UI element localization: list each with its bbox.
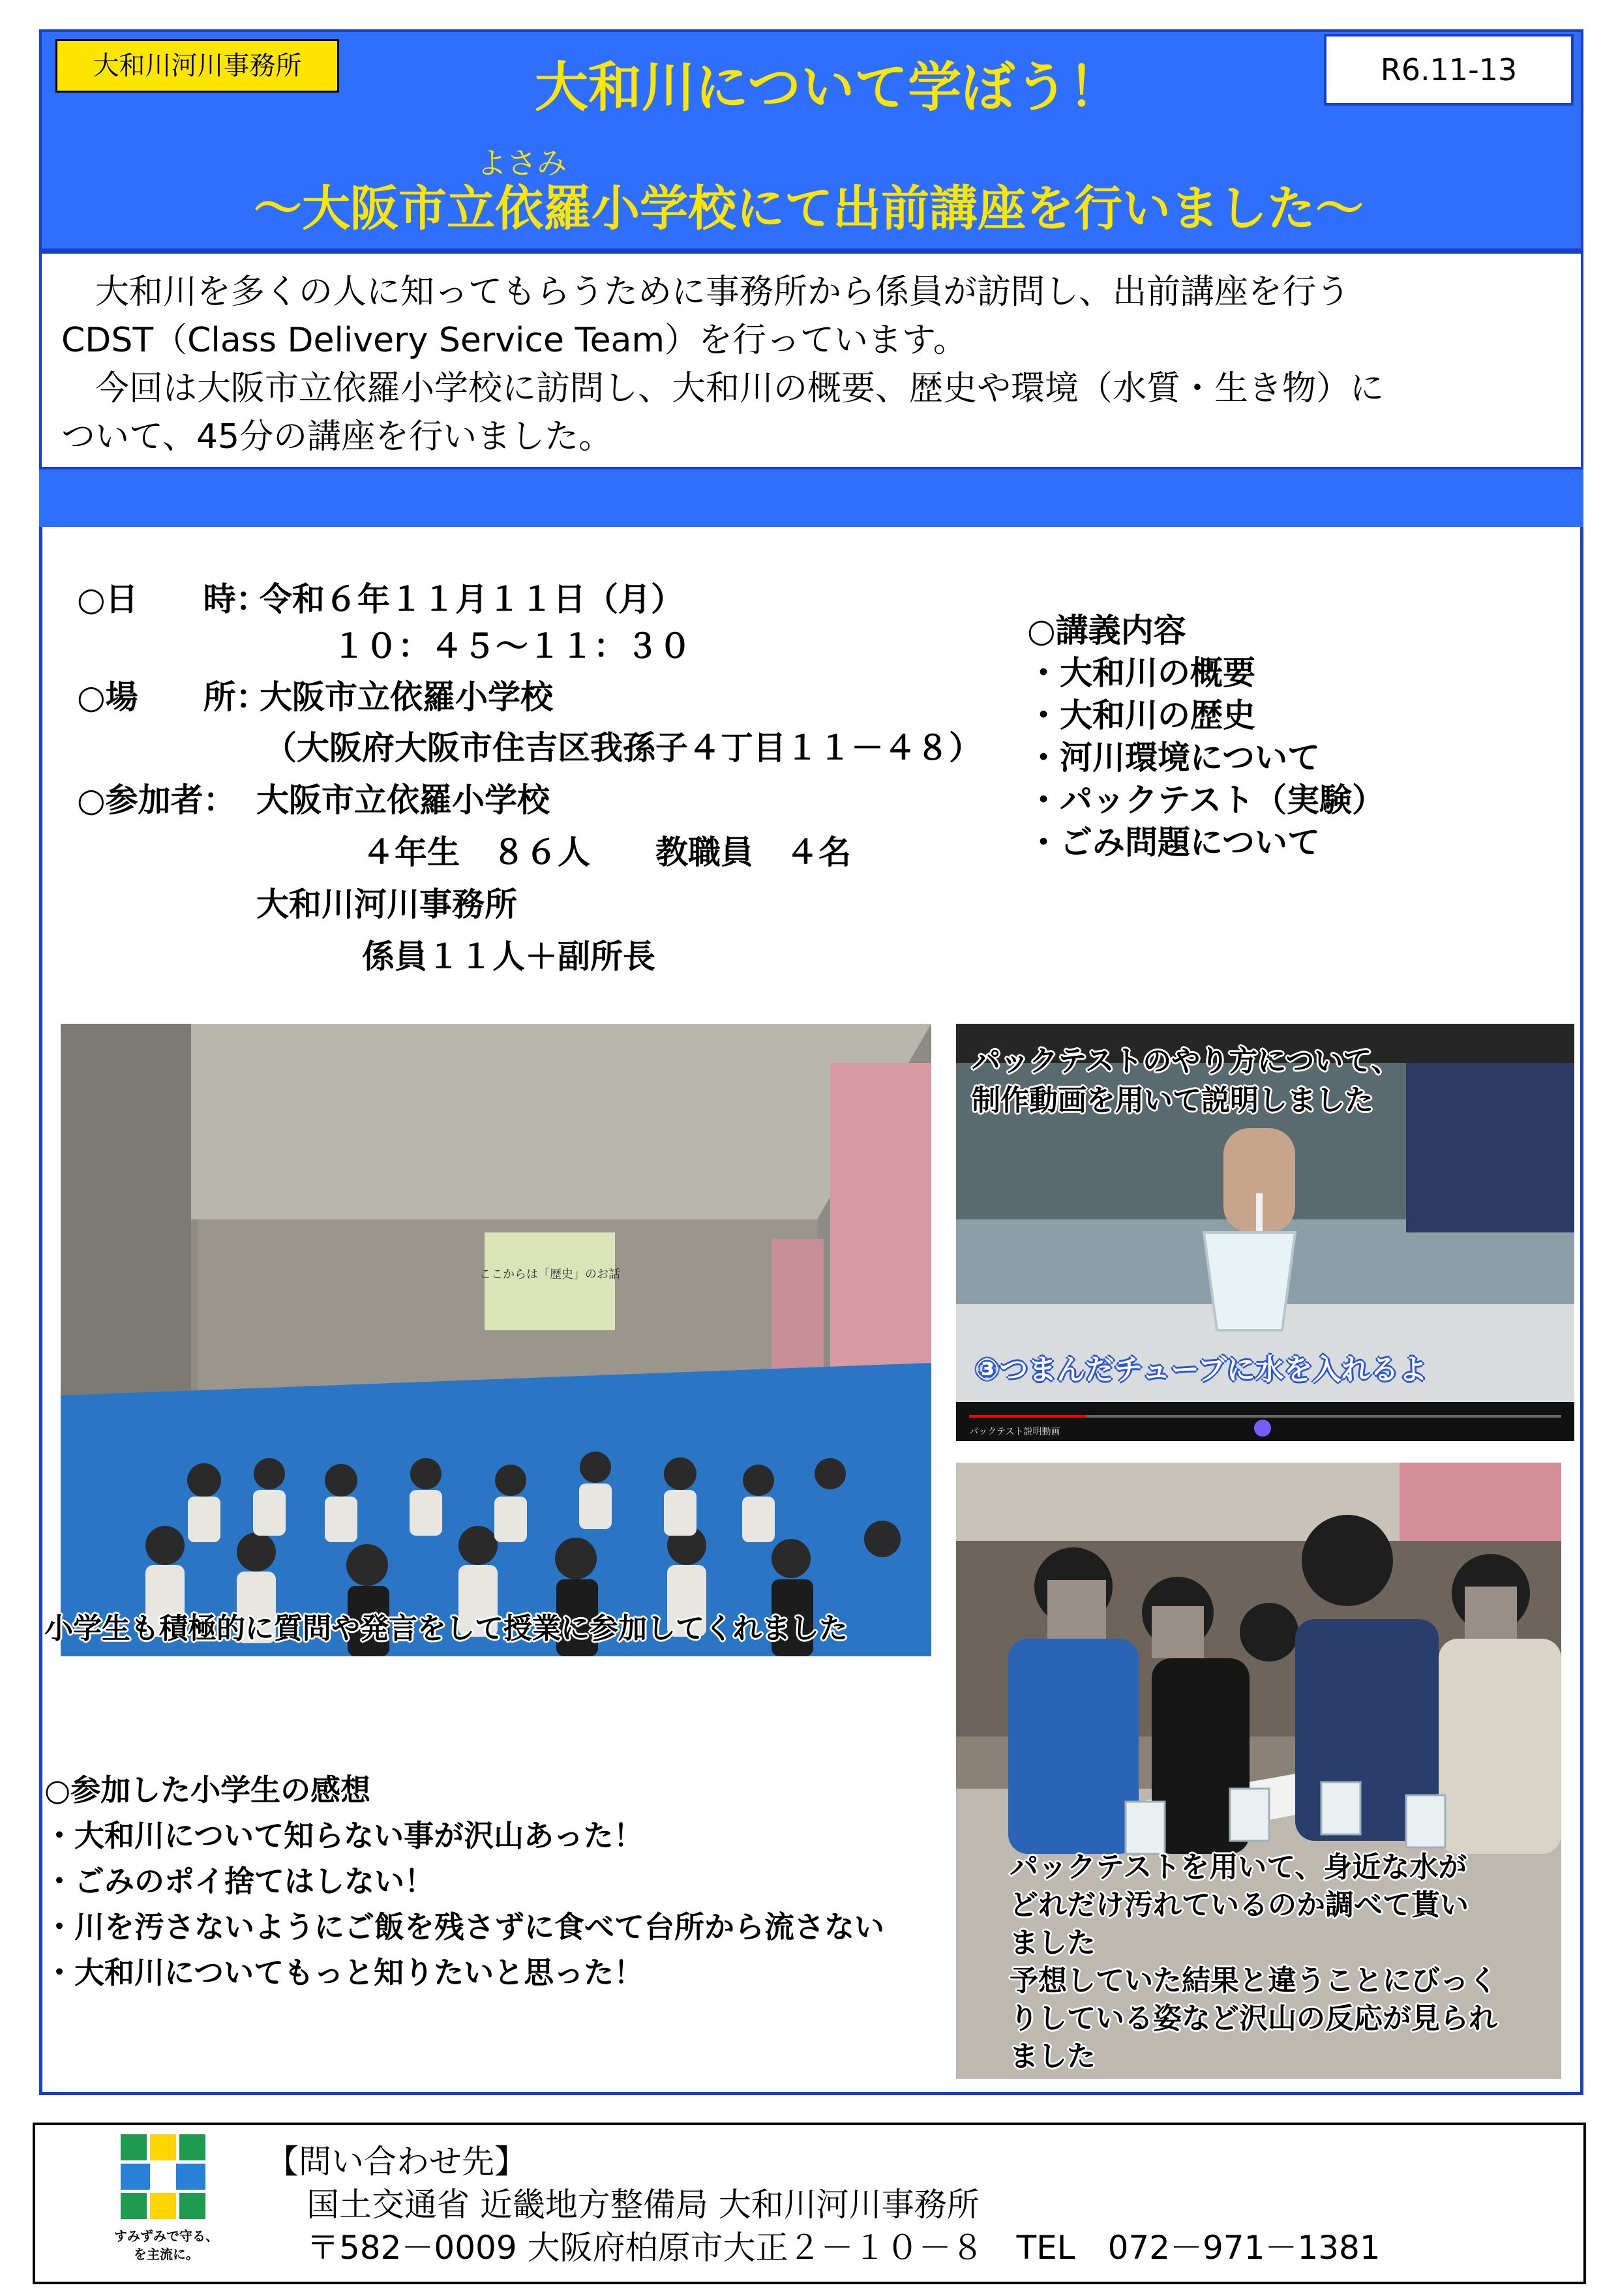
title-ruby: よさみ: [477, 145, 567, 181]
participants-staff: 係員１１人＋副所長: [362, 938, 655, 976]
lecture-item: ・ごみ問題について: [1027, 824, 1320, 861]
place-address: （大阪府大阪市住吉区我孫子４丁目１１－４８）: [264, 729, 981, 767]
page-subtitle: ～大阪市立依羅小学校にて出前講座を行いました～: [254, 181, 1364, 237]
intro-line-1: 大和川を多くの人に知ってもらうために事務所から係員が訪問し、出前講座を行う: [95, 273, 1351, 312]
contact-title: 【問い合わせ先】: [266, 2143, 527, 2181]
place-value: 大阪市立依羅小学校: [260, 678, 553, 716]
video-subtitle: ③つまんだチューブに水を入れるよ: [975, 1353, 1428, 1386]
screen-text: ここからは「歴史」のお話: [479, 1268, 620, 1281]
contact-organization: 国土交通省 近畿地方整備局 大和川河川事務所: [307, 2186, 980, 2224]
experiment-caption-line-2: どれだけ汚れているのか調べて貰い: [1010, 1888, 1469, 1922]
time-value: １０：４５～１１：３０: [333, 627, 691, 665]
video-caption-line-2: 制作動画を用いて説明しました: [972, 1084, 1373, 1117]
participants-students: ４年生 ８６人 教職員 ４名: [362, 833, 851, 871]
experiment-caption-line-3: ました: [1010, 1926, 1096, 1960]
place-label: ○場 所：: [77, 678, 269, 716]
page-title: 大和川について学ぼう！: [534, 57, 1122, 119]
experiment-caption-line-6: ました: [1010, 2040, 1096, 2073]
classroom-photo: [61, 1024, 931, 1656]
classroom-illustration: [61, 1024, 931, 1656]
lecture-item: ・パックテスト（実験）: [1027, 781, 1385, 819]
lecture-title: ○講義内容: [1027, 612, 1186, 649]
impression-item: ・ごみのポイ捨てはしない！: [44, 1864, 434, 1899]
logo-text-2: を主流に。: [134, 2246, 199, 2262]
date-value: 令和６年１１月１１日（月）: [260, 580, 683, 618]
experiment-caption-line-5: りしている姿など沢山の反応が見られ: [1010, 2002, 1497, 2035]
classroom-caption: 小学生も積極的に質問や発言をして授業に参加してくれました: [44, 1612, 848, 1645]
lecture-item: ・河川環境について: [1027, 739, 1320, 777]
participants-school: 大阪市立依羅小学校: [256, 781, 550, 819]
logo-icon: [121, 2134, 205, 2226]
impression-item: ・大和川について知らない事が沢山あった！: [44, 1818, 644, 1853]
lecture-item: ・大和川の歴史: [1027, 696, 1255, 734]
impression-item: ・大和川についてもっと知りたいと思った！: [44, 1955, 644, 1990]
video-player-title: パックテスト説明動画: [969, 1427, 1060, 1437]
participants-label: ○参加者：: [77, 781, 236, 819]
participants-office: 大和川河川事務所: [256, 886, 517, 923]
issue-date: R6.11-13: [1324, 34, 1574, 106]
logo-text-1: すみずみで守る、: [114, 2228, 218, 2244]
impressions-title: ○参加した小学生の感想: [44, 1772, 371, 1808]
intro-line-4: ついて、45分の講座を行いました。: [61, 417, 613, 456]
experiment-caption-line-1: パックテストを用いて、身近な水が: [1010, 1851, 1467, 1884]
impression-item: ・川を汚さないようにご飯を残さずに食べて台所から流さない: [44, 1909, 884, 1945]
video-caption-line-1: パックテストのやり方について、: [972, 1045, 1400, 1078]
lecture-item: ・大和川の概要: [1027, 654, 1255, 692]
intro-line-2: CDST（Class Delivery Service Team）を行っています。: [61, 321, 967, 360]
divider-bar: [39, 470, 1583, 527]
date-label: ○日 時：: [77, 580, 269, 618]
office-tag: 大和川河川事務所: [55, 39, 339, 93]
ministry-logo: [121, 2134, 205, 2226]
intro-box: [39, 251, 1583, 470]
experiment-caption-line-4: 予想していた結果と違うことにびっく: [1010, 1964, 1497, 1997]
intro-line-3: 今回は大阪市立依羅小学校に訪問し、大和川の概要、歴史や環境（水質・生き物）に: [95, 369, 1385, 408]
contact-address: 〒582－0009 大阪府柏原市大正２－１０－８ TEL 072－971－1381: [307, 2229, 1381, 2267]
